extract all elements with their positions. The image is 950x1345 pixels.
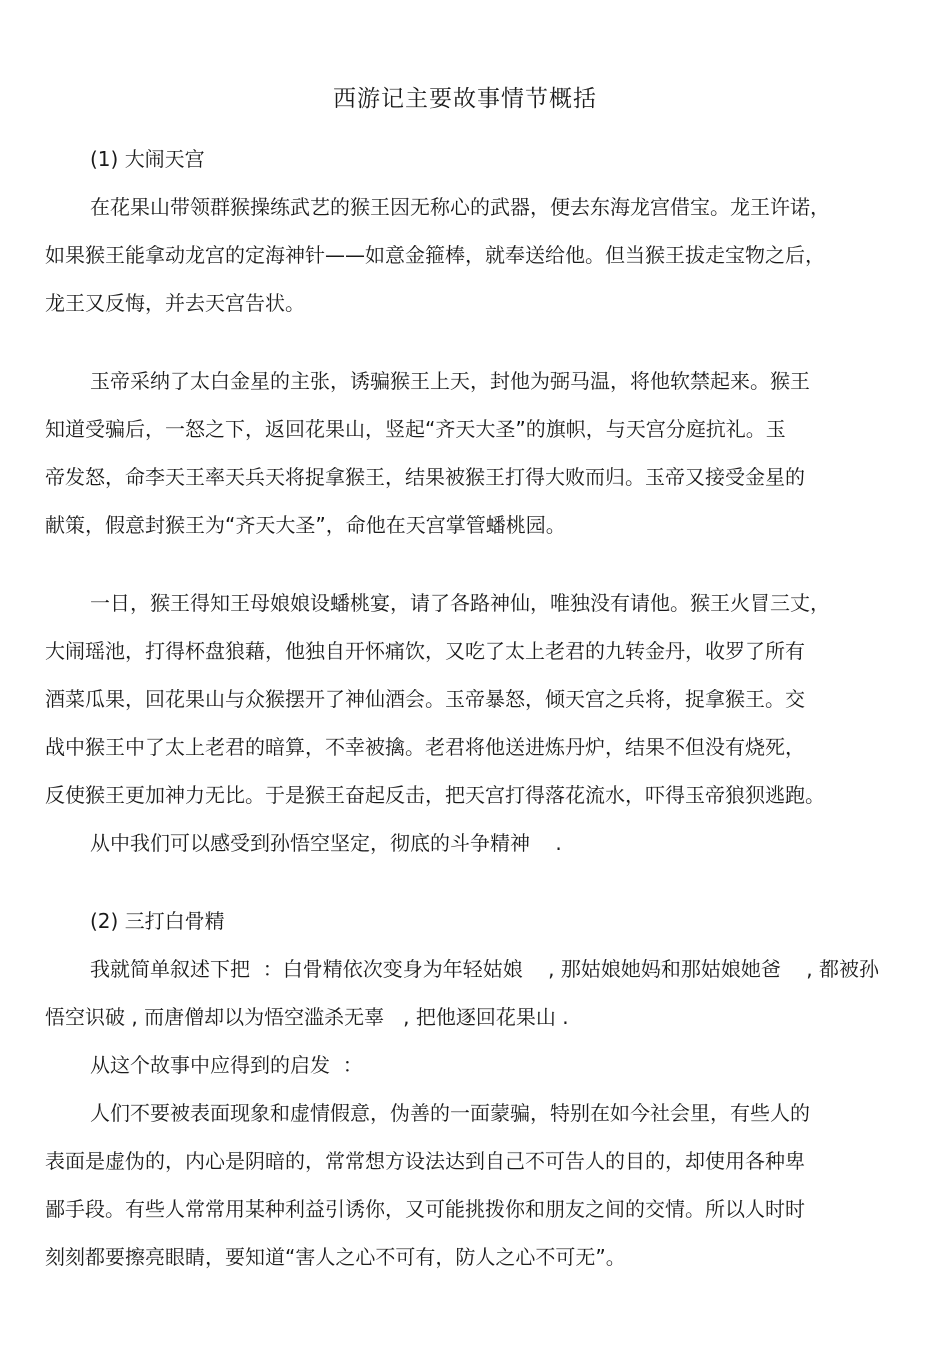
paragraph-line: 玉帝采纳了太白金星的主张，诱骗猴王上天，封他为弼马温，将他软禁起来。猴王 [90, 369, 810, 393]
paragraph-line: 从这个故事中应得到的启发 ： [90, 1053, 363, 1077]
paragraph-line: 鄙手段。有些人常常用某种利益引诱你，又可能挑拨你和朋友之间的交情。所以人时时 [45, 1197, 805, 1221]
paragraph-line: 战中猴王中了太上老君的暗算，不幸被擒。老君将他送进炼丹炉，结果不但没有烧死， [45, 735, 805, 759]
document-title: 西游记主要故事情节概括 [333, 86, 597, 112]
paragraph-line: 龙王又反悔，并去天宫告状。 [45, 291, 305, 315]
paragraph-line: 酒菜瓜果，回花果山与众猴摆开了神仙酒会。玉帝暴怒，倾天宫之兵将，捉拿猴王。交 [45, 687, 805, 711]
paragraph-line: 献策，假意封猴王为“齐天大圣”，命他在天宫掌管蟠桃园。 [45, 513, 566, 537]
paragraph-line: 知道受骗后，一怒之下，返回花果山，竖起“齐天大圣”的旗帜，与天宫分庭抗礼。玉 [45, 417, 786, 441]
paragraph-line: 如果猴王能拿动龙宫的定海神针——如意金箍棒，就奉送给他。但当猴王拔走宝物之后， [45, 243, 825, 267]
paragraph-line: 反使猴王更加神力无比。于是猴王奋起反击，把天宫打得落花流水，吓得玉帝狼狈逃跑。 [45, 783, 825, 807]
section-heading-2: (2) 三打白骨精 [90, 909, 225, 933]
paragraph-line: 我就简单叙述下把 ：白骨精依次变身为年轻姑娘 , 那姑娘她妈和那姑娘她爸 , 都被孙 [90, 957, 880, 981]
paragraph-line: 从中我们可以感受到孙悟空坚定，彻底的斗争精神 . [90, 831, 562, 855]
paragraph-line: 悟空识破 , 而唐僧却以为悟空滥杀无辜 , 把他逐回花果山 . [45, 1005, 569, 1029]
paragraph-line: 在花果山带领群猴操练武艺的猴王因无称心的武器，便去东海龙宫借宝。龙王许诺， [90, 195, 830, 219]
paragraph-line: 表面是虚伪的，内心是阴暗的，常常想方设法达到自己不可告人的目的，却使用各种卑 [45, 1149, 805, 1173]
section-heading-1: (1) 大闹天宫 [90, 147, 205, 171]
paragraph-line: 一日，猴王得知王母娘娘设蟠桃宴，请了各路神仙，唯独没有请他。猴王火冒三丈， [90, 591, 830, 615]
paragraph-line: 人们不要被表面现象和虚情假意，伪善的一面蒙骗，特别在如今社会里，有些人的 [90, 1101, 810, 1125]
paragraph-line: 大闹瑶池，打得杯盘狼藉，他独自开怀痛饮，又吃了太上老君的九转金丹，收罗了所有 [45, 639, 805, 663]
paragraph-line: 刻刻都要擦亮眼睛，要知道“害人之心不可有，防人之心不可无”。 [45, 1245, 626, 1269]
paragraph-line: 帝发怒，命李天王率天兵天将捉拿猴王，结果被猴王打得大败而归。玉帝又接受金星的 [45, 465, 805, 489]
